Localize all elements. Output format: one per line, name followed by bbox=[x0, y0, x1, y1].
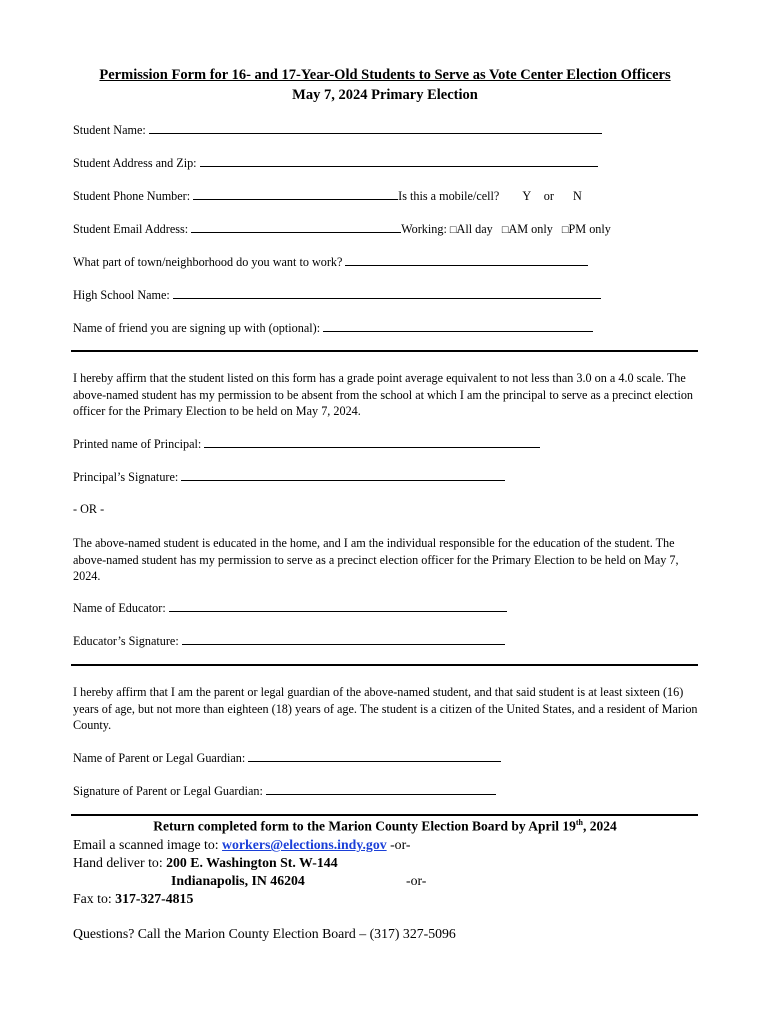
student-phone-label: Student Phone Number: bbox=[73, 189, 191, 203]
return-heading-text: Return completed form to the Marion County Election Board by April 19 bbox=[153, 818, 576, 834]
principal-name-label: Printed name of Principal: bbox=[73, 437, 202, 451]
address-line2: Indianapolis, IN 46204 bbox=[171, 873, 305, 888]
parent-name-row bbox=[73, 750, 501, 766]
am-only-label: AM only bbox=[508, 222, 553, 236]
parent-signature-label: Signature of Parent or Legal Guardian: bbox=[73, 784, 263, 798]
form-title: Permission Form for 16- and 17-Year-Old Students to Serve as Vote Center Election Officers bbox=[99, 67, 671, 83]
all-day-checkbox[interactable]: □ bbox=[449, 224, 457, 236]
student-email-row bbox=[73, 221, 611, 237]
educator-signature-field[interactable] bbox=[182, 633, 505, 645]
part-of-town-label: What part of town/neighborhood do you want to work? bbox=[73, 255, 343, 269]
email-row bbox=[73, 837, 410, 853]
address-line1: 200 E. Washington St. W-144 bbox=[166, 855, 338, 870]
student-address-row bbox=[73, 155, 598, 171]
educator-name-field[interactable] bbox=[169, 600, 507, 612]
hand-deliver-label: Hand deliver to: bbox=[73, 855, 167, 870]
parent-signature-row bbox=[73, 783, 496, 799]
friend-label: Name of friend you are signing up with (optional): bbox=[73, 321, 321, 335]
high-school-label: High School Name: bbox=[73, 288, 170, 302]
mobile-no[interactable]: N bbox=[573, 189, 582, 203]
mobile-question: Is this a mobile/cell? bbox=[398, 189, 500, 203]
email-or: -or- bbox=[386, 837, 411, 852]
return-heading-sup: th bbox=[575, 818, 583, 827]
parent-signature-field[interactable] bbox=[266, 783, 496, 795]
return-heading-year: , 2024 bbox=[582, 818, 617, 834]
parent-name-label: Name of Parent or Legal Guardian: bbox=[73, 751, 246, 765]
form-subtitle: May 7, 2024 Primary Election bbox=[292, 87, 478, 103]
principal-signature-row bbox=[73, 469, 505, 485]
student-email-field[interactable] bbox=[191, 221, 401, 233]
high-school-row bbox=[73, 287, 601, 303]
educator-signature-row bbox=[73, 633, 505, 649]
high-school-field[interactable] bbox=[173, 287, 601, 299]
hand-deliver-row bbox=[73, 855, 338, 871]
student-address-field[interactable] bbox=[200, 155, 598, 167]
principal-affirmation: I hereby affirm that the student listed on this form has a grade point average equivalent to not less than 3.0 on a 4.0 scale. The above-named student has my permission to be absent from the school at which I am the principal to serve as a precinct election officer for the Primary Election to be held on May 7, 2024. bbox=[73, 371, 694, 418]
student-name-row bbox=[73, 122, 602, 138]
email-link[interactable]: workers@elections.indy.gov bbox=[222, 837, 387, 852]
educator-name-row bbox=[73, 600, 507, 616]
principal-name-field[interactable] bbox=[204, 436, 540, 448]
mobile-yes[interactable]: Y bbox=[522, 189, 531, 203]
divider bbox=[71, 814, 698, 816]
questions-line: Questions? Call the Marion County Election Board – (317) 327-5096 bbox=[73, 926, 456, 941]
educator-name-label: Name of Educator: bbox=[73, 601, 166, 615]
all-day-label: All day bbox=[456, 222, 493, 236]
address-or: -or- bbox=[406, 873, 427, 888]
student-name-label: Student Name: bbox=[73, 123, 146, 137]
email-label: Email a scanned image to: bbox=[73, 837, 223, 852]
principal-name-row bbox=[73, 436, 540, 452]
return-heading bbox=[40, 818, 730, 835]
friend-row bbox=[73, 320, 593, 336]
or-divider: - OR - bbox=[73, 502, 105, 516]
principal-signature-field[interactable] bbox=[181, 469, 505, 481]
educator-affirmation: The above-named student is educated in the home, and I am the individual responsible for the education of the student. The above-named student has my permission to serve as a precinct election officer for the Primary Election to be held on May 7, 2024. bbox=[73, 536, 679, 583]
student-email-label: Student Email Address: bbox=[73, 222, 189, 236]
divider bbox=[71, 664, 698, 666]
parent-name-field[interactable] bbox=[248, 750, 501, 762]
principal-signature-label: Principal’s Signature: bbox=[73, 470, 179, 484]
divider bbox=[71, 350, 698, 352]
working-label: Working: bbox=[401, 222, 447, 236]
fax-row bbox=[73, 891, 193, 907]
student-address-label: Student Address and Zip: bbox=[73, 156, 197, 170]
educator-signature-label: Educator’s Signature: bbox=[73, 634, 179, 648]
am-only-checkbox[interactable]: □ bbox=[501, 224, 509, 236]
pm-only-label: PM only bbox=[568, 222, 611, 236]
fax-label: Fax to: bbox=[73, 891, 116, 906]
part-of-town-field[interactable] bbox=[345, 254, 588, 266]
mobile-or: or bbox=[543, 189, 554, 203]
friend-field[interactable] bbox=[323, 320, 593, 332]
pm-only-checkbox[interactable]: □ bbox=[561, 224, 569, 236]
student-name-field[interactable] bbox=[149, 122, 602, 134]
fax-number: 317-327-4815 bbox=[115, 891, 194, 906]
student-phone-row bbox=[73, 188, 582, 204]
part-of-town-row bbox=[73, 254, 588, 270]
student-phone-field[interactable] bbox=[193, 188, 398, 200]
parent-affirmation: I hereby affirm that I am the parent or legal guardian of the above-named student, and that said student is at least sixteen (16) years of age, but not more than eighteen (18) years of age. The student is a citizen of the United States, and a resident of Marion County. bbox=[73, 685, 698, 732]
